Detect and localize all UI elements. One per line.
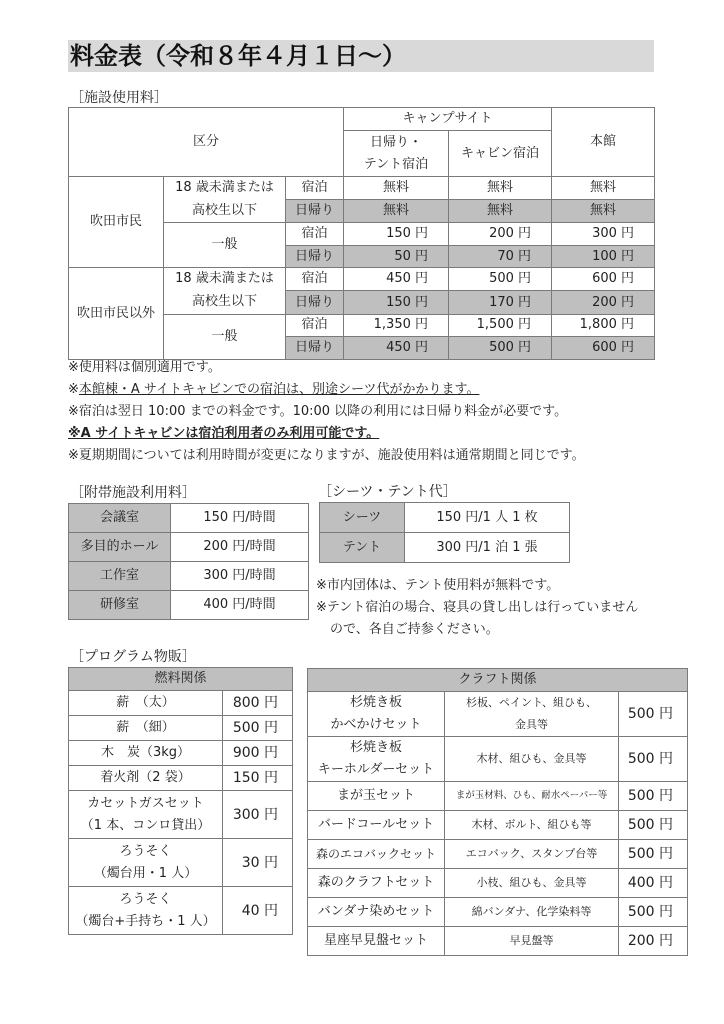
table-row [69, 177, 655, 200]
table-row [69, 268, 655, 291]
table-row [308, 898, 688, 927]
fee-cell: 150 円 [344, 291, 449, 314]
craft-item-line: かべかけセット [330, 717, 422, 732]
fee-cell: 450 円 [344, 337, 449, 360]
fee-cell: 1,350 円 [344, 314, 449, 337]
table-row [69, 691, 293, 716]
note-2-prefix: ※ [68, 382, 79, 397]
note-1: ※使用料は個別適用です。 [68, 360, 221, 375]
table-row [308, 811, 688, 840]
craft-contents [445, 692, 619, 737]
fuel-item-line: カセットガスセット [87, 795, 204, 811]
craft-contents-line: 金具等 [515, 718, 548, 731]
room-price: 150 円/時間 [171, 504, 309, 533]
header-day-tent-line: 日帰り・ [370, 134, 423, 150]
craft-price: 500 円 [619, 811, 688, 840]
fee-cell: 無料 [449, 200, 552, 223]
sheets-fee-label: ［シーツ・テント代］ [318, 484, 457, 500]
subgroup-name [164, 177, 286, 223]
fuel-price: 300 円 [223, 791, 293, 839]
craft-contents: エコバック、スタンプ台等 [445, 840, 619, 869]
note-4: ※A サイトキャビンは宿泊利用者のみ利用可能です。 [68, 426, 380, 441]
annex-fee-table [68, 503, 309, 620]
group-name: 吹田市民以外 [69, 268, 164, 359]
craft-contents: 早見盤等 [445, 927, 619, 956]
fee-cell: 70 円 [449, 245, 552, 268]
stay-type: 日帰り [286, 291, 344, 314]
subgroup-name-line: 高校生以下 [191, 293, 257, 309]
fuel-item-line: （燭台用・1 人） [93, 865, 198, 881]
room-price: 300 円/時間 [171, 562, 309, 591]
room-name: 研修室 [69, 591, 171, 620]
craft-price: 500 円 [619, 898, 688, 927]
table-row [69, 887, 293, 935]
fee-cell: 50 円 [344, 245, 449, 268]
fuel-price: 800 円 [223, 691, 293, 716]
facility-fee-label: ［施設使用料］ [70, 90, 168, 106]
table-row [320, 533, 570, 563]
fee-cell: 450 円 [344, 268, 449, 291]
fuel-header: 燃料関係 [69, 668, 293, 691]
table-row [308, 840, 688, 869]
header-day-tent-line: テント宿泊 [363, 156, 429, 172]
craft-price: 400 円 [619, 869, 688, 898]
fuel-table [68, 667, 293, 935]
fee-cell: 150 円 [344, 223, 449, 246]
fuel-item [69, 839, 223, 887]
fee-cell: 無料 [344, 177, 449, 200]
header-campsite: キャンプサイト [344, 108, 552, 131]
header-category: 区分 [69, 108, 344, 177]
stay-type: 宿泊 [286, 223, 344, 246]
craft-price: 500 円 [619, 840, 688, 869]
fuel-item: 薪 （細） [69, 716, 223, 741]
fuel-item: 木 炭（3kg） [69, 741, 223, 766]
fuel-item-line: （燭台+手持ち・1 人） [75, 913, 216, 929]
fee-cell: 無料 [552, 177, 655, 200]
subgroup-name: 一般 [164, 223, 286, 268]
craft-price: 200 円 [619, 927, 688, 956]
fee-cell: 170 円 [449, 291, 552, 314]
stay-type: 宿泊 [286, 314, 344, 337]
fuel-price: 40 円 [223, 887, 293, 935]
facility-fee-table [68, 107, 655, 360]
fuel-price: 30 円 [223, 839, 293, 887]
fuel-item: 着火剤（2 袋） [69, 766, 223, 791]
craft-item: 森のクラフトセット [308, 869, 445, 898]
craft-item-line: 杉焼き板 [349, 740, 402, 755]
note-3: ※宿泊は翌日 10:00 までの料金です。10:00 以降の利用には日帰り料金が必要です。 [68, 404, 568, 419]
fee-cell: 1,800 円 [552, 314, 655, 337]
fuel-item [69, 791, 223, 839]
craft-item: バードコールセット [308, 811, 445, 840]
table-row [69, 741, 293, 766]
note-2 [68, 379, 585, 401]
craft-price: 500 円 [619, 737, 688, 782]
fee-cell: 300 円 [552, 223, 655, 246]
subgroup-name-line: 高校生以下 [191, 202, 257, 218]
sheets-note-3: ので、各自ご持参ください。 [330, 622, 499, 637]
fee-cell: 1,500 円 [449, 314, 552, 337]
room-name: 会議室 [69, 504, 171, 533]
note-2-text: 本館棟・A サイトキャビンでの宿泊は、別途シーツ代がかかります。 [78, 382, 480, 397]
table-row [308, 737, 688, 782]
header-main-building: 本館 [552, 108, 655, 177]
craft-item: 森のエコバックセット [308, 840, 445, 869]
header-row [69, 668, 293, 691]
table-row [308, 782, 688, 811]
craft-contents: 小枝、組ひも、金具等 [445, 869, 619, 898]
stay-type: 宿泊 [286, 268, 344, 291]
craft-price: 500 円 [619, 782, 688, 811]
fee-cell: 600 円 [552, 268, 655, 291]
craft-table [307, 668, 688, 956]
table-row [69, 716, 293, 741]
fuel-item-line: ろうそく [119, 843, 172, 859]
craft-contents: 木材、ボルト、組ひも等 [445, 811, 619, 840]
room-name: 多目的ホール [69, 533, 171, 562]
table-row [308, 869, 688, 898]
sheets-note-2: ※テント宿泊の場合、寝具の貸し出しは行っていません [316, 600, 639, 615]
craft-price: 500 円 [619, 692, 688, 737]
fuel-item [69, 887, 223, 935]
header-cabin: キャビン宿泊 [449, 131, 552, 177]
fuel-price: 900 円 [223, 741, 293, 766]
subgroup-name-line: 18 歳未満または [175, 271, 274, 287]
craft-item: まが玉セット [308, 782, 445, 811]
note-5: ※夏期期間については利用時間が変更になりますが、施設使用料は通常期間と同じです。 [68, 448, 585, 463]
item-price: 300 円/1 泊 1 張 [405, 533, 570, 563]
craft-header: クラフト関係 [308, 669, 688, 692]
fee-cell: 200 円 [449, 223, 552, 246]
item-name: テント [320, 533, 405, 563]
fuel-price: 150 円 [223, 766, 293, 791]
craft-item: バンダナ染めセット [308, 898, 445, 927]
fee-cell: 500 円 [449, 337, 552, 360]
subgroup-name [164, 268, 286, 314]
room-name: 工作室 [69, 562, 171, 591]
fuel-item-line: （1 本、コンロ貸出） [80, 817, 211, 833]
table-row [69, 533, 309, 562]
fee-cell: 無料 [552, 200, 655, 223]
item-name: シーツ [320, 503, 405, 533]
table-row [69, 766, 293, 791]
table-row [308, 692, 688, 737]
table-row [69, 839, 293, 887]
subgroup-name: 一般 [164, 314, 286, 359]
annex-fee-label: ［附帯施設利用料］ [70, 485, 196, 501]
title-band [68, 40, 654, 72]
fuel-item-line: ろうそく [119, 891, 172, 907]
craft-contents-line: 杉板、ペイント、組ひも、 [465, 696, 597, 709]
header-row [69, 108, 655, 131]
craft-contents: 綿バンダナ、化学染料等 [445, 898, 619, 927]
craft-item [308, 737, 445, 782]
table-row [69, 791, 293, 839]
craft-item [308, 692, 445, 737]
fee-cell: 無料 [449, 177, 552, 200]
stay-type: 宿泊 [286, 177, 344, 200]
sheets-note-1: ※市内団体は、テント使用料が無料です。 [316, 578, 560, 593]
sheets-fee-table [319, 502, 570, 563]
fee-cell: 200 円 [552, 291, 655, 314]
header-day-tent [344, 131, 449, 177]
craft-item-line: キーホルダーセット [317, 762, 435, 777]
fee-cell: 600 円 [552, 337, 655, 360]
table-row [69, 562, 309, 591]
table-row [320, 503, 570, 533]
craft-item-line: 杉焼き板 [349, 695, 402, 710]
program-label: ［プログラム物販］ [70, 649, 196, 665]
craft-contents: 木材、組ひも、金具等 [445, 737, 619, 782]
sheets-notes [316, 575, 638, 641]
room-price: 400 円/時間 [171, 591, 309, 620]
fee-cell: 100 円 [552, 245, 655, 268]
subgroup-name-line: 18 歳未満または [175, 180, 274, 195]
stay-type: 日帰り [286, 337, 344, 360]
table-row [69, 504, 309, 533]
group-name: 吹田市民 [69, 177, 164, 268]
fee-cell: 500 円 [449, 268, 552, 291]
fuel-price: 500 円 [223, 716, 293, 741]
facility-notes [68, 357, 585, 467]
fee-cell: 無料 [344, 200, 449, 223]
header-row [308, 669, 688, 692]
fuel-item: 薪 （太） [69, 691, 223, 716]
stay-type: 日帰り [286, 245, 344, 268]
item-price: 150 円/1 人 1 枚 [405, 503, 570, 533]
table-row [308, 927, 688, 956]
table-row [69, 591, 309, 620]
stay-type: 日帰り [286, 200, 344, 223]
craft-contents: まが玉材料、ひも、耐水ペーパー等 [445, 782, 619, 811]
page-title: 料金表（令和８年４月１日～） [70, 42, 406, 70]
room-price: 200 円/時間 [171, 533, 309, 562]
craft-item: 星座早見盤セット [308, 927, 445, 956]
